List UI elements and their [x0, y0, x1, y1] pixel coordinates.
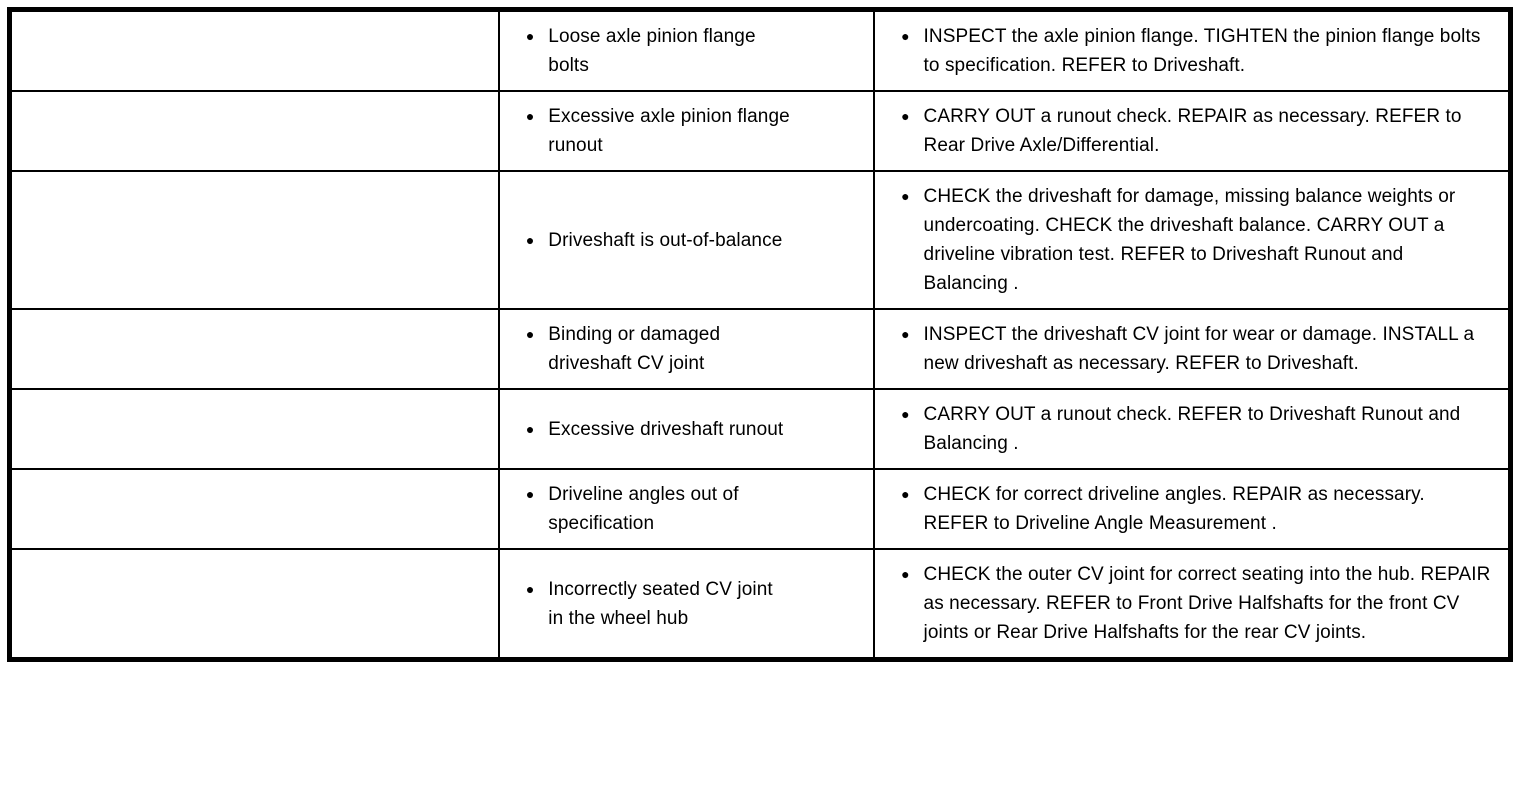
- possible-source-item: [526, 226, 857, 255]
- bullet-icon: ●: [901, 486, 910, 502]
- table-row: [10, 549, 1511, 660]
- possible-source-item: [526, 480, 857, 538]
- possible-source-text: Driveline angles out of specification: [548, 484, 739, 534]
- action-cell: [874, 309, 1510, 389]
- bullet-icon: ●: [525, 580, 535, 597]
- action-cell: [874, 171, 1510, 309]
- bullet-icon: ●: [901, 108, 910, 124]
- table-row: [10, 389, 1511, 469]
- action-item: [901, 22, 1492, 80]
- table-row: [10, 10, 1511, 92]
- table-row: [10, 91, 1511, 171]
- possible-source-text: Incorrectly seated CV joint in the wheel hub: [548, 578, 773, 629]
- action-item: [901, 480, 1492, 538]
- possible-source-cell: [499, 171, 874, 309]
- table-body: [10, 10, 1511, 660]
- bullet-icon: ●: [901, 28, 910, 44]
- action-text: CARRY OUT a runout check. REPAIR as necessary. REFER to Rear Drive Axle/Differential.: [923, 106, 1462, 156]
- possible-source-item: [526, 415, 857, 444]
- action-text: INSPECT the axle pinion flange. TIGHTEN the pinion flange bolts to specification. REFER to Driveshaft.: [923, 26, 1481, 76]
- table-row: [10, 309, 1511, 389]
- bullet-icon: ●: [525, 28, 535, 44]
- possible-source-item: [526, 22, 857, 80]
- possible-source-cell: [499, 389, 874, 469]
- table-row: [10, 171, 1511, 309]
- table-row: [10, 469, 1511, 549]
- action-item: [901, 320, 1492, 378]
- action-text: CHECK the outer CV joint for correct seating into the hub. REPAIR as necessary. REFER to Front Drive Halfshafts for the front CV joints or Rear Drive Halfshafts for the rear CV joints.: [923, 564, 1491, 643]
- possible-source-item: [526, 102, 857, 160]
- possible-source-item: [526, 320, 857, 378]
- possible-source-cell: [499, 469, 874, 549]
- condition-cell: [10, 389, 499, 469]
- possible-source-cell: [499, 549, 874, 660]
- action-cell: [874, 469, 1510, 549]
- possible-source-cell: [499, 309, 874, 389]
- action-cell: [874, 10, 1510, 92]
- possible-source-text: Excessive axle pinion flange runout: [548, 106, 790, 156]
- possible-source-text: Driveshaft is out-of-balance: [548, 229, 783, 251]
- condition-cell: [10, 469, 499, 549]
- action-item: [901, 560, 1492, 647]
- bullet-icon: ●: [901, 406, 910, 422]
- action-text: CHECK the driveshaft for damage, missing balance weights or undercoating. CHECK the driveshaft balance. CARRY OUT a driveline vibration test. REFER to Driveshaft Runout and Balancing .: [923, 186, 1456, 294]
- possible-source-cell: [499, 10, 874, 92]
- bullet-icon: ●: [525, 420, 535, 437]
- possible-source-item: [526, 575, 857, 633]
- bullet-icon: ●: [525, 326, 535, 342]
- action-text: CARRY OUT a runout check. REFER to Driveshaft Runout and Balancing .: [923, 404, 1461, 454]
- possible-source-text: Binding or damaged driveshaft CV joint: [548, 324, 721, 374]
- action-text: CHECK for correct driveline angles. REPAIR as necessary. REFER to Driveline Angle Measurement .: [923, 484, 1425, 534]
- condition-cell: [10, 91, 499, 171]
- condition-cell: [10, 171, 499, 309]
- diagnostic-table: [7, 7, 1513, 662]
- possible-source-text: Loose axle pinion flange bolts: [548, 26, 756, 76]
- action-cell: [874, 549, 1510, 660]
- bullet-icon: ●: [901, 566, 910, 582]
- condition-cell: [10, 10, 499, 92]
- bullet-icon: ●: [901, 188, 910, 204]
- action-item: [901, 400, 1492, 458]
- bullet-icon: ●: [525, 486, 535, 502]
- action-text: INSPECT the driveshaft CV joint for wear or damage. INSTALL a new driveshaft as necessary. REFER to Driveshaft.: [923, 324, 1475, 374]
- bullet-icon: ●: [525, 108, 535, 124]
- action-item: [901, 102, 1492, 160]
- bullet-icon: ●: [525, 231, 535, 248]
- action-item: [901, 182, 1492, 298]
- action-cell: [874, 91, 1510, 171]
- possible-source-text: Excessive driveshaft runout: [548, 418, 784, 440]
- condition-cell: [10, 309, 499, 389]
- condition-cell: [10, 549, 499, 660]
- possible-source-cell: [499, 91, 874, 171]
- action-cell: [874, 389, 1510, 469]
- bullet-icon: ●: [901, 326, 910, 342]
